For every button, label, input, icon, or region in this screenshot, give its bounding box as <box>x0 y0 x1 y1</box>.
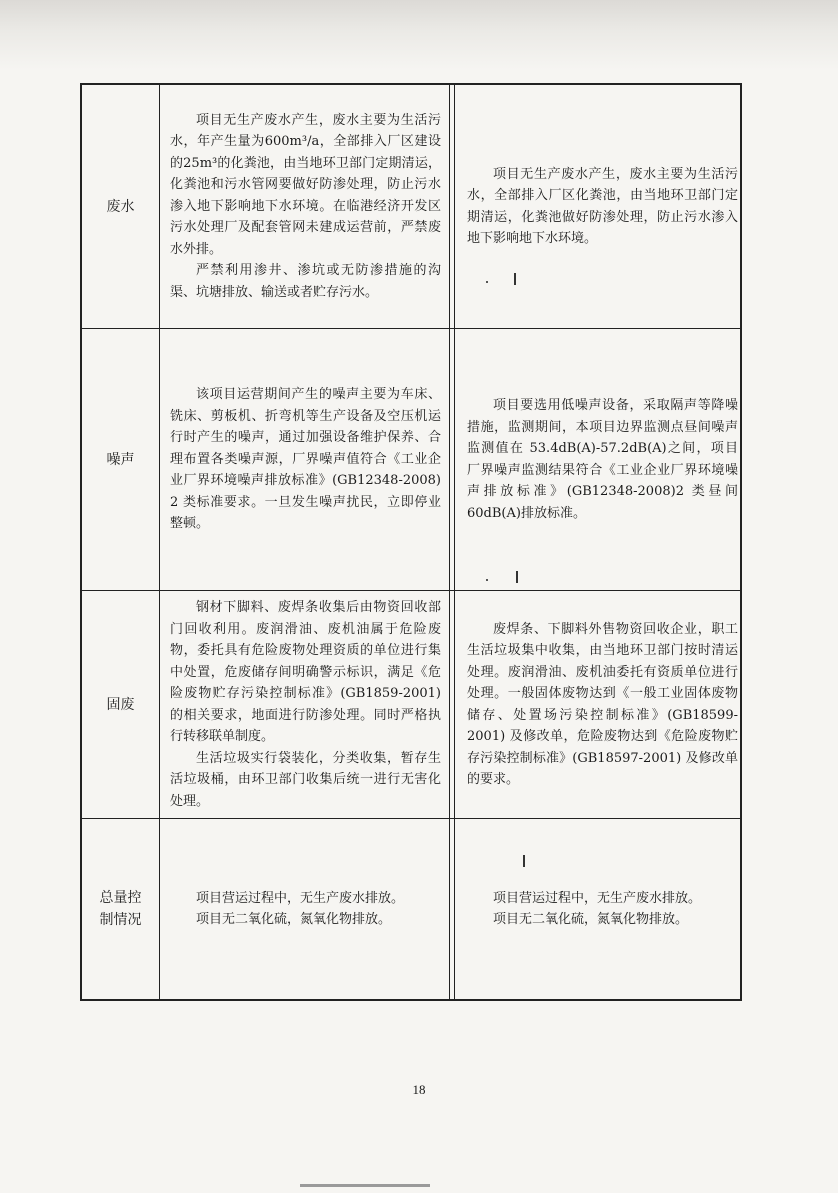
paragraph: 钢材下脚料、废焊条收集后由物资回收部门回收利用。废润滑油、废机油属于危险废物，委托具有危险废物处理资质的单位进行集中处置，危废储存间明确警示标识，满足《危险废物贮存污染控制标准》(GB1859-2001) 的相关要求，地面进行防渗处理。同时严格执行转移联单制度。 <box>170 600 441 744</box>
paragraph: 生活垃圾实行袋装化，分类收集，暂存生活垃圾桶，由环卫部门收集后统一进行无害化处理。 <box>170 750 441 809</box>
paragraph: 项目要选用低噪声设备，采取隔声等降噪措施，监测期间，本项目边界监测点昼间噪声监测值在 53.4dB(A)-57.2dB(A)之间，项目厂界噪声监测结果符合《工业企业厂界环境噪声排放标准》(GB12348-2008)2 类昼间 60dB(A)排放标准。 <box>467 398 738 521</box>
implementation-cell <box>454 329 744 590</box>
scan-mark <box>514 273 516 285</box>
implementation-cell <box>454 591 744 818</box>
table-row-noise <box>82 329 740 591</box>
scan-dot <box>486 579 488 581</box>
row-label: 噪声 <box>82 329 160 590</box>
row-label: 固废 <box>82 591 160 818</box>
requirement-cell <box>160 329 450 590</box>
scan-mark <box>523 855 525 867</box>
paragraph: 该项目运营期间产生的噪声主要为车床、铣床、剪板机、折弯机等生产设备及空压机运行时产生的噪声，通过加强设备维护保养、合理布置各类噪声源，厂界噪声值符合《工业企业厂界环境噪声排放标准》(GB12348-2008) 2 类标准要求。一旦发生噪声扰民，立即停业整顿。 <box>170 387 441 532</box>
implementation-cell <box>454 85 744 328</box>
requirement-cell <box>160 85 450 328</box>
paragraph: 项目营运过程中，无生产废水排放。 <box>196 890 405 906</box>
scan-dot <box>486 281 488 283</box>
requirement-cell <box>160 819 450 999</box>
scan-shadow <box>0 0 838 70</box>
paragraph: 项目无二氧化硫，氮氧化物排放。 <box>196 912 392 927</box>
paragraph: 项目营运过程中，无生产废水排放。 <box>493 890 702 906</box>
implementation-cell <box>454 819 744 999</box>
paragraph: 项目无生产废水产生，废水主要为生活污水，年产生量为600m³/a，全部排入厂区建设的25m³的化粪池，由当地环卫部门定期清运，化粪池和污水管网要做好防渗处理，防止污水渗入地下影响地下水环境。在临港经济开发区污水处理厂及配套管网未建成运营前，严禁废水外排。 <box>170 112 441 257</box>
table-row-wastewater <box>82 85 740 329</box>
table-row-solid-waste <box>82 591 740 819</box>
row-label: 总量控制情况 <box>82 819 160 999</box>
scan-edge-mark <box>300 1184 430 1187</box>
table-row-total-control <box>82 819 740 999</box>
scan-mark <box>516 571 518 583</box>
paragraph: 项目无生产废水产生，废水主要为生活污水，全部排入厂区化粪池，由当地环卫部门定期清运，化粪池做好防渗处理，防止污水渗入地下影响地下水环境。 <box>467 166 738 246</box>
row-label: 废水 <box>82 85 160 328</box>
requirement-cell <box>160 591 450 818</box>
paragraph: 废焊条、下脚料外售物资回收企业，职工生活垃圾集中收集，由当地环卫部门按时清运处理。废润滑油、废机油委托有资质单位进行处理。一般固体废物达到《一般工业固体废物储存、处置场污染控制标准》(GB18599-2001) 及修改单，危险废物达到《危险废物贮存污染控制标准》(GB18597-2001) 及修改单的要求。 <box>467 621 738 787</box>
comparison-table <box>80 83 742 1001</box>
paragraph: 项目无二氧化硫，氮氧化物排放。 <box>493 912 689 927</box>
paragraph: 严禁利用渗井、渗坑或无防渗措施的沟渠、坑塘排放、输送或者贮存污水。 <box>170 263 441 300</box>
page-number: 18 <box>412 1082 426 1097</box>
